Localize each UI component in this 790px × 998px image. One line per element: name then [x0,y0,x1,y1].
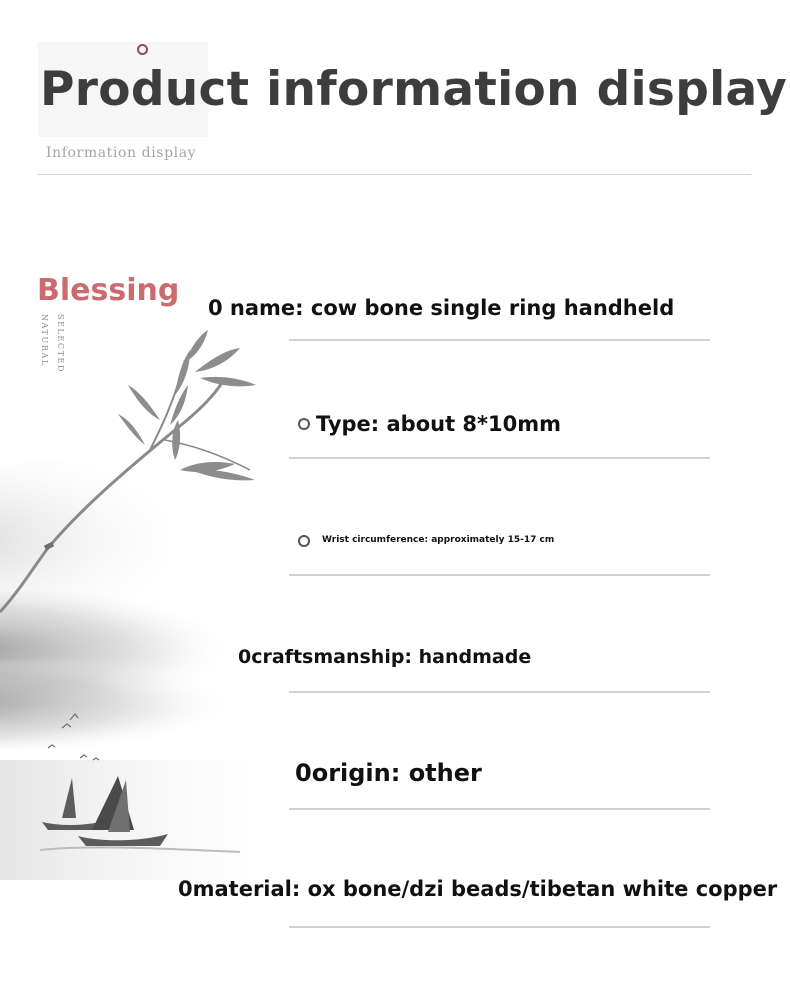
ink-landscape-illustration [0,320,330,880]
spec-divider [289,691,710,693]
spec-divider [289,808,710,810]
blessing-heading: Blessing [37,273,180,308]
spec-name: 0 name: cow bone single ring handheld [208,296,675,320]
spec-divider [289,339,710,341]
spec-divider [289,457,710,459]
page-subtitle: Information display [46,145,197,161]
vertical-label-natural: NATURAL [40,314,49,367]
page-title: Product information display [40,62,788,117]
spec-type: Type: about 8*10mm [316,412,562,436]
spec-divider [289,926,710,928]
spec-origin: 0origin: other [295,759,482,787]
circle-bullet-icon [298,535,310,547]
vertical-label-selected: SELECTED [56,314,65,373]
spec-material: 0material: ox bone/dzi beads/tibetan white copper [178,877,778,901]
spec-wrist: Wrist circumference: approximately 15-17 cm [322,535,555,545]
circle-bullet-icon [298,418,310,430]
spec-craftsmanship: 0craftsmanship: handmade [238,646,532,668]
circle-ornament-icon [137,44,148,55]
spec-divider [289,574,710,576]
header-divider [38,174,751,175]
